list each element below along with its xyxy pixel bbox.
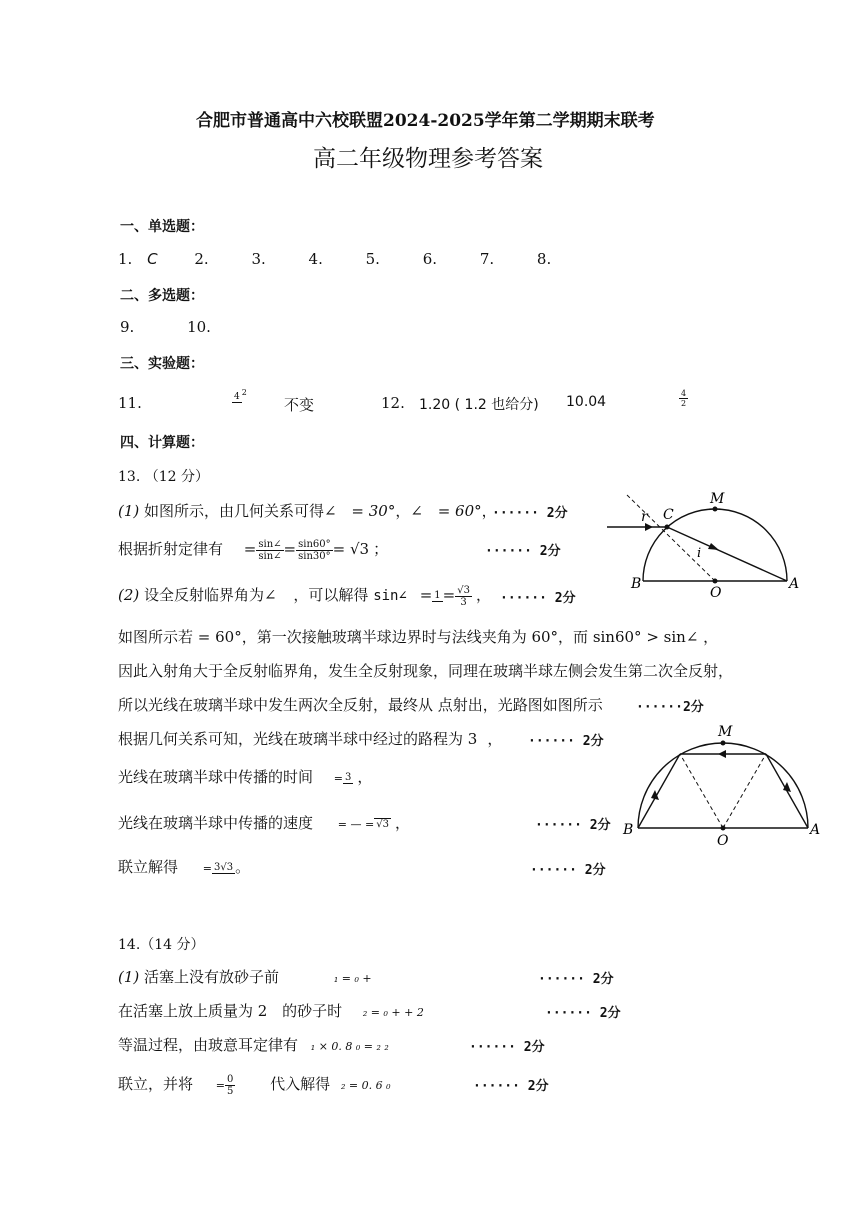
fig2-normal-left bbox=[680, 754, 723, 828]
fig2-label-m: M bbox=[718, 724, 733, 740]
fig2-normal-right bbox=[723, 754, 766, 828]
q13-line4: 如图所示若 = 60°，第一次接触玻璃半球边界时与法线夹角为 60°，而 sin60° > sin∠ ， bbox=[118, 628, 719, 646]
fig2-arrow-top bbox=[718, 750, 726, 758]
q14-l3-score: ······ 2分 bbox=[469, 1040, 545, 1055]
q13-line1 bbox=[118, 500, 497, 521]
q13-l2-score: ······ 2分 bbox=[485, 544, 561, 559]
q14-l4-score: ······ 2分 bbox=[473, 1079, 549, 1094]
q14-l1-score: ······ 2分 bbox=[538, 972, 614, 987]
q9-number: 9. bbox=[120, 318, 135, 336]
q14-l1-part: (1) bbox=[118, 968, 140, 986]
fig1-point-o bbox=[713, 579, 718, 584]
q13-header: 13. （12 分） bbox=[118, 469, 209, 485]
q13-line7 bbox=[118, 728, 502, 749]
q13-line3 bbox=[118, 584, 491, 608]
q13-l3-frac1-num: 1 bbox=[434, 590, 441, 601]
fig1-label-a: A bbox=[789, 576, 800, 592]
q13-l1-text: 如图所示，由几何关系可得∠ bbox=[144, 502, 337, 520]
q3-number: 3. bbox=[251, 250, 266, 268]
q11-fraction-num: 4 bbox=[234, 392, 240, 402]
fig1-refracted-ray bbox=[667, 527, 787, 581]
q13-l2-frac2-num: sin60° bbox=[298, 538, 331, 550]
q13-l10-frac bbox=[212, 862, 235, 874]
q13-l10-eq: = bbox=[202, 862, 213, 875]
q13-l7-score: ······ 2分 bbox=[528, 734, 604, 749]
section-heading-experiment: 三、实验题： bbox=[120, 356, 204, 372]
q13-line8 bbox=[118, 766, 372, 787]
q13-l7-end: ， bbox=[487, 730, 503, 748]
fig1-label-m: M bbox=[710, 491, 725, 507]
fig1-point-c bbox=[665, 525, 670, 530]
q13-l8-eq: = bbox=[333, 772, 344, 785]
q12-answer-1: 1.20 ( 1.2 也给分) bbox=[419, 397, 539, 413]
figure-refraction-semicircle bbox=[605, 485, 805, 600]
q14-l1-text: 活塞上没有放砂子前 bbox=[144, 968, 280, 986]
q13-l2-eq3: = √3 bbox=[332, 540, 370, 558]
q13-line10 bbox=[118, 856, 250, 877]
q14-l4-frac-num: 0 bbox=[227, 1073, 234, 1085]
q14-l1-eq: ₁ = ₀ + bbox=[333, 972, 372, 985]
q13-l2-eq2: = bbox=[283, 540, 297, 558]
q14-l2-text: 在活塞上放上质量为 2 bbox=[118, 1002, 268, 1020]
q13-l2-frac2-den: sin30° bbox=[298, 550, 331, 562]
q13-l6-text: 所以光线在玻璃半球中发生两次全反射，最终从 点射出，光路图如图所示 bbox=[118, 696, 603, 714]
q13-l2-frac1-den: sin∠ bbox=[258, 550, 282, 562]
q13-l9-score: ······ 2分 bbox=[535, 818, 611, 833]
fig2-label-a: A bbox=[810, 822, 821, 838]
section-heading-multi-choice: 二、多选题： bbox=[120, 288, 204, 304]
q5-number: 5. bbox=[365, 250, 380, 268]
q6-number: 6. bbox=[422, 250, 438, 268]
q13-line5: 因此入射角大于全反射临界角，发生全反射现象，同理在玻璃半球左侧会发生第二次全反射， bbox=[118, 662, 734, 680]
q13-l6-score: ······2分 bbox=[636, 700, 704, 715]
fig1-label-i: i bbox=[697, 546, 702, 561]
q12-fraction-den: 2 bbox=[681, 399, 687, 408]
q13-l9-text: 光线在玻璃半球中传播的速度 bbox=[118, 814, 314, 832]
q13-l3-part: (2) bbox=[118, 586, 140, 604]
q13-l2-text: 根据折射定律有 bbox=[118, 540, 224, 558]
multi-choice-answers bbox=[120, 318, 211, 336]
q14-l4-frac-den: 5 bbox=[227, 1085, 234, 1097]
q4-number: 4. bbox=[308, 250, 323, 268]
q13-l8-frac bbox=[343, 772, 353, 784]
fig1-label-b: B bbox=[631, 576, 642, 592]
q14-l3-eq: ₁ × 0. 8 ₀ = ₂ ₂ bbox=[310, 1040, 389, 1053]
q13-line6 bbox=[118, 694, 603, 715]
fig2-point-o bbox=[721, 826, 726, 831]
q13-l3-end: ， bbox=[475, 586, 491, 604]
q14-l4-text2: 代入解得 bbox=[270, 1075, 331, 1093]
q13-l1-part: (1) bbox=[118, 502, 140, 520]
q13-l10-score: ······ 2分 bbox=[530, 863, 606, 878]
q14-l2-eq: ₂ = ₀ + + 2 bbox=[362, 1006, 424, 1019]
q14-l2-score: ······ 2分 bbox=[545, 1006, 621, 1021]
figure-total-reflection-semicircle bbox=[620, 718, 825, 848]
q13-l1-sep: ，∠ bbox=[395, 502, 423, 520]
q13-l2-frac1 bbox=[256, 539, 283, 562]
q13-l2-frac1-num: sin∠ bbox=[258, 538, 282, 550]
q13-l9-end: ， bbox=[394, 814, 410, 832]
document-subtitle: 高二年级物理参考答案 bbox=[313, 146, 543, 172]
q14-l3-text: 等温过程，由玻意耳定律有 bbox=[118, 1036, 299, 1054]
q14-line3 bbox=[118, 1034, 389, 1055]
q8-number: 8. bbox=[536, 250, 552, 268]
q12-number: 12. bbox=[381, 394, 405, 412]
q13-l9-eq: = — = bbox=[337, 818, 375, 831]
q13-l3-frac2-den: 3 bbox=[460, 596, 467, 608]
section-heading-calc: 四、计算题： bbox=[120, 435, 204, 451]
q14-l4-frac bbox=[225, 1074, 235, 1097]
section-heading-single-choice: 一、单选题： bbox=[120, 219, 204, 235]
fig2-ray-left bbox=[638, 754, 680, 828]
q13-l2-eq1: = bbox=[243, 540, 257, 558]
q13-l9-frac bbox=[374, 818, 391, 830]
q12-fraction bbox=[679, 389, 688, 408]
q13-l2-frac2 bbox=[296, 539, 333, 562]
q13-l3-eq: = bbox=[419, 586, 433, 604]
q13-l10-end: 。 bbox=[235, 858, 251, 876]
q11-fraction-sup: 2 bbox=[241, 388, 247, 397]
q13-l3-score: ······ 2分 bbox=[500, 591, 576, 606]
q13-l3-eq2: = bbox=[442, 586, 456, 604]
q14-line4 bbox=[118, 1073, 391, 1097]
q13-l1-val1: = 30° bbox=[351, 502, 396, 520]
q13-l7-text: 根据几何关系可知，光线在玻璃半球中经过的路程为 3 bbox=[118, 730, 478, 748]
q13-l8-frac-num: 3 bbox=[345, 772, 352, 783]
q14-l4-eq2: ₂ = 0. 6 ₀ bbox=[340, 1079, 391, 1092]
fig1-point-m bbox=[713, 507, 718, 512]
q1-answer: C bbox=[147, 250, 158, 268]
q14-line1 bbox=[118, 966, 372, 987]
q2-number: 2. bbox=[194, 250, 209, 268]
q13-l3-frac1 bbox=[432, 590, 442, 602]
q13-l1-score: ······ 2分 bbox=[492, 506, 568, 521]
q7-number: 7. bbox=[479, 250, 495, 268]
fig1-label-c: C bbox=[663, 507, 674, 523]
q11-answer: 不变 bbox=[284, 396, 315, 414]
q13-l8-end: ， bbox=[357, 768, 373, 786]
q13-l3-text2: ，可以解得 bbox=[293, 586, 369, 604]
q14-header: 14.（14 分） bbox=[118, 937, 205, 953]
q13-l3-frac2 bbox=[455, 585, 472, 608]
q13-l1-val2: = 60° bbox=[437, 502, 482, 520]
q1-number: 1. bbox=[118, 250, 133, 268]
q13-l3-text: 设全反射临界角为∠ bbox=[144, 586, 277, 604]
q12-fraction-num: 4 bbox=[681, 389, 687, 398]
q14-line2 bbox=[118, 1000, 424, 1021]
q11-fraction bbox=[232, 388, 247, 402]
q13-line9 bbox=[118, 812, 410, 833]
q13-l10-text: 联立解得 bbox=[118, 858, 179, 876]
q14-l4-text: 联立，并将 bbox=[118, 1075, 194, 1093]
q14-l2-text2: 的砂子时 bbox=[282, 1002, 343, 1020]
q12-answer-2: 10.04 bbox=[566, 394, 607, 410]
q14-l4-eq: = bbox=[215, 1079, 226, 1092]
fig2-label-o: O bbox=[717, 833, 729, 848]
fig2-point-m bbox=[721, 741, 726, 746]
q13-l2-end: ； bbox=[373, 540, 389, 558]
fig1-label-r: r bbox=[641, 509, 648, 525]
q11-number: 11. bbox=[118, 394, 142, 412]
q13-line2 bbox=[118, 538, 388, 562]
fig2-arrow-left bbox=[651, 790, 659, 800]
q13-l8-text: 光线在玻璃半球中传播的时间 bbox=[118, 768, 314, 786]
q13-l10-frac-num: 3√3 bbox=[214, 862, 234, 873]
fig1-refracted-arrow bbox=[708, 543, 719, 550]
single-choice-answers bbox=[118, 250, 551, 268]
fig2-label-b: B bbox=[623, 822, 634, 838]
document-title: 合肥市普通高中六校联盟2024-2025学年第二学期期末联考 bbox=[196, 111, 655, 131]
q13-l3-frac2-num: √3 bbox=[457, 584, 470, 596]
fig1-label-o: O bbox=[710, 585, 722, 600]
q13-l9-frac-den: √3 bbox=[376, 819, 389, 830]
q13-l3-sin: sin∠ bbox=[373, 588, 407, 604]
q13-l1-end: ， bbox=[481, 502, 497, 520]
q10-number: 10. bbox=[187, 318, 211, 336]
